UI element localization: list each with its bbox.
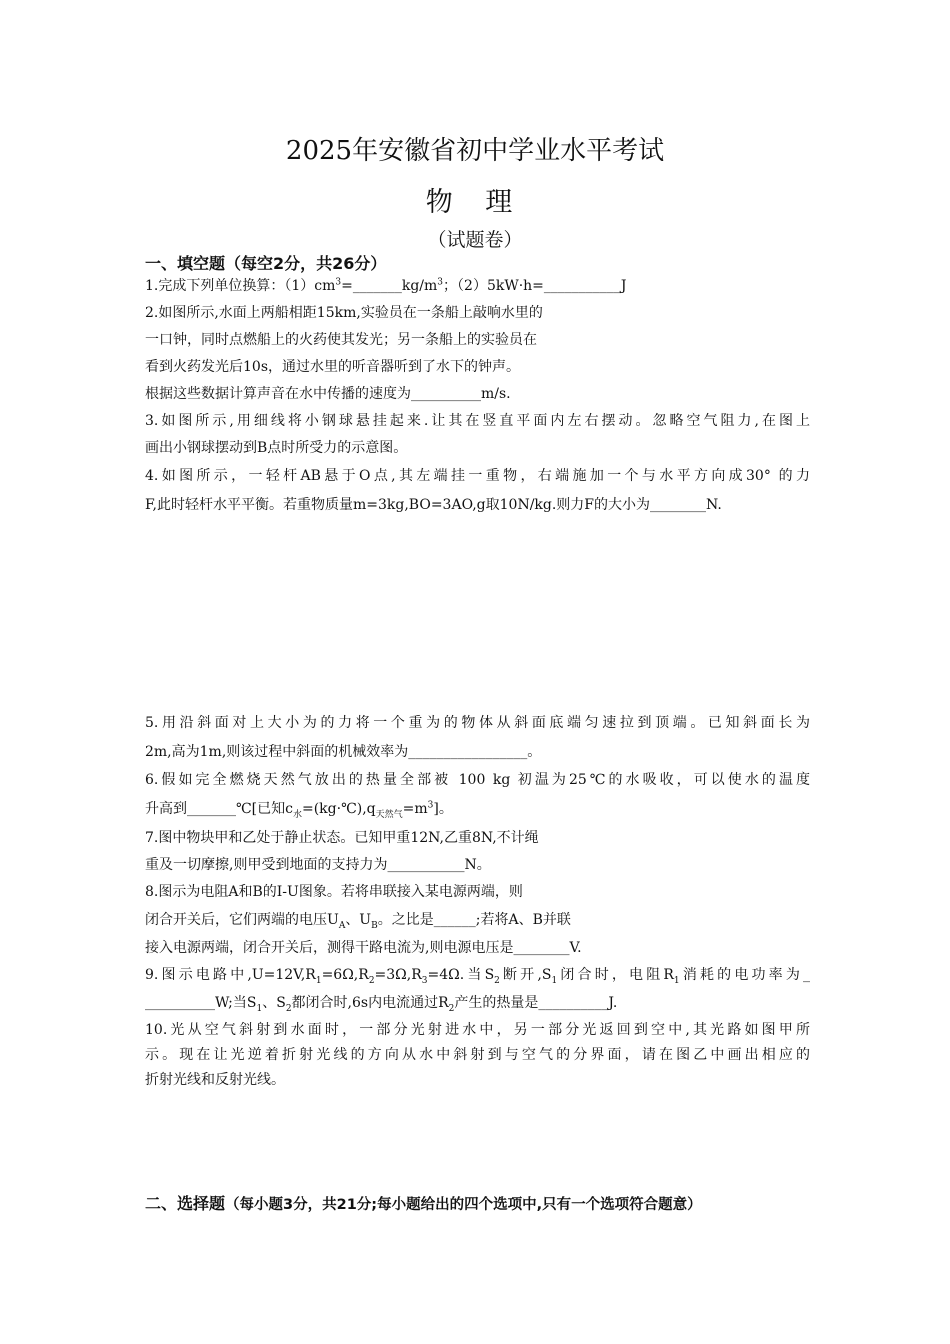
question-4-line-2: F,此时轻杆水平平衡。若重物质量m=3kg,BO=3AO,g取10N/kg.则力F的大小为________N. [145, 497, 722, 513]
question-3-line-1: 3.如图所示,用细线将小钢球悬挂起来.让其在竖直平面内左右摆动。忽略空气阻力,在图上 [145, 413, 810, 429]
question-5-line-1: 5.用沿斜面对上大小为的力将一个重为的物体从斜面底端匀速拉到顶端。已知斜面长为 [145, 715, 810, 731]
question-2-line-3: 看到火药发光后10s，通过水里的听音器听到了水下的钟声。 [145, 359, 520, 375]
question-4-line-1: 4.如图所示，一轻杆AB悬于O点,其左端挂一重物，右端施加一个与水平方向成30° 的力 [145, 468, 810, 484]
question-8-line-3: 接入电源两端，闭合开关后，测得干路电流为,则电源电压是________V. [145, 940, 582, 956]
question-10-line-2: 示。现在让光逆着折射光线的方向从水中斜射到与空气的分界面，请在图乙中画出相应的 [145, 1047, 810, 1063]
question-2-line-4: 根据这些数据计算声音在水中传播的速度为__________m/s. [145, 386, 511, 402]
question-10-line-3: 折射光线和反射光线。 [145, 1072, 285, 1088]
section-2-heading: 二、选择题（每小题3分，共21分;每小题给出的四个选项中,只有一个选项符合题意） [145, 1194, 702, 1213]
question-8-line-2: 闭合开关后，它们两端的电压$U_A$、$U_B$。之比是______;若将A、B并联 [145, 912, 571, 931]
section-2-note: （每小题3分，共21分;每小题给出的四个选项中,只有一个选项符合题意） [225, 1197, 702, 1213]
question-10-line-1: 10.光从空气斜射到水面时，一部分光射进水中，另一部分光返回到空中,其光路如图甲所 [145, 1022, 810, 1038]
section-1-heading: 一、填空题（每空2分，共26分） [145, 254, 387, 273]
subject-title: 物 理 [425, 187, 525, 218]
question-6-line-2: 升高到_______℃[已知$c_水=(kg\cdot℃),q_{天然气}=m^3$]。 [145, 800, 453, 820]
question-8-line-1: 8.图示为电阻A和B的I-U图象。若将串联接入某电源两端，则 [145, 884, 523, 900]
question-2-line-1: 2.如图所示,水面上两船相距15km,实验员在一条船上敲响水里的 [145, 305, 543, 321]
question-9-line-2: __________W;当$S_1$、$S_2$都闭合时,6s内电流通过$R_2$产生的热量是__________J. [145, 995, 618, 1014]
paper-type: （试题卷） [427, 229, 523, 251]
question-6-line-1: 6.假如完全燃烧天然气放出的热量全部被 100 kg 初温为25℃的水吸收，可以使水的温度 [145, 772, 810, 788]
question-7-line-2: 重及一切摩擦,则甲受到地面的支持力为___________N。 [145, 857, 491, 873]
question-3-line-2: 画出小钢球摆动到B点时所受力的示意图。 [145, 440, 408, 456]
question-7-line-1: 7.图中物块甲和乙处于静止状态。已知甲重12N,乙重8N,不计绳 [145, 830, 539, 846]
question-9-line-1: 9.图示电路中$,U=12V,R_1=6\Omega,R_2=3\Omega,R_3=4\Omega$.当$S_2$断开$,S_1$闭合时，电阻$R_1$消耗的电功率为_ [145, 967, 811, 986]
question-5-line-2: 2m,高为1m,则该过程中斜面的机械效率为_________________。 [145, 744, 542, 760]
question-2-line-2: 一口钟，同时点燃船上的火药使其发光；另一条船上的实验员在 [145, 332, 537, 348]
exam-title: 2025年安徽省初中学业水平考试 [285, 136, 665, 166]
question-1: 1.完成下列单位换算：$(1)cm^3=\_\_\_\_\_\_\_kg/m^3$；（2）5kW·h=___________J [145, 277, 627, 294]
